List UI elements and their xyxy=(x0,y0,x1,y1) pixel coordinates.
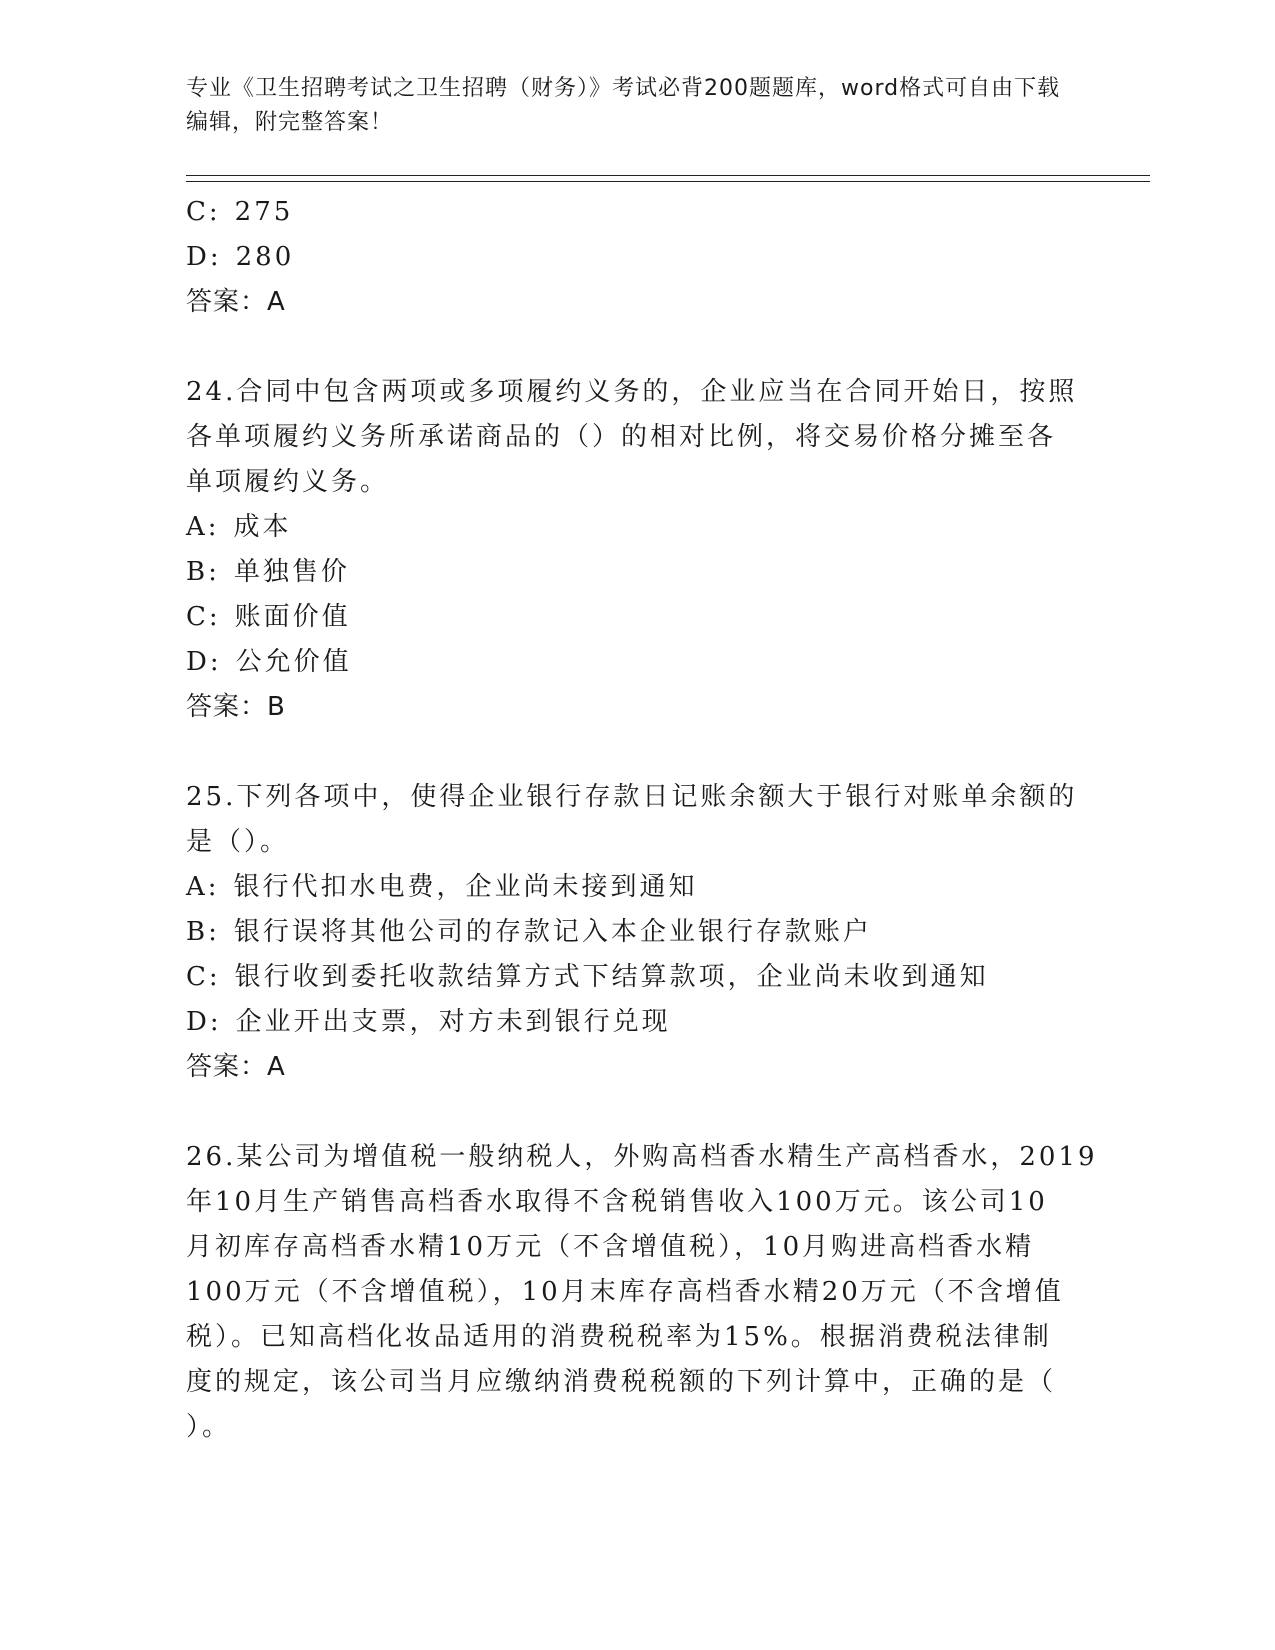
option-c xyxy=(186,595,1066,640)
option-b xyxy=(186,550,1066,595)
option-key: C: xyxy=(186,962,221,992)
document-header: 专业《卫生招聘考试之卫生招聘（财务）》考试必背200题题库，word格式可自由下载编辑，附完整答案！ xyxy=(186,76,1061,135)
question-text-line: 是（）。 xyxy=(186,827,290,857)
option-key: C: xyxy=(186,197,221,227)
question-text-line: 月初库存高档香水精10万元（不含增值税），10月购进高档香水精 xyxy=(186,1232,1035,1262)
question-list xyxy=(186,190,1098,1450)
option-key: D: xyxy=(186,647,222,677)
header-rule-bottom xyxy=(186,181,1150,182)
answer-line: 答案：A xyxy=(186,1052,286,1082)
option-d xyxy=(186,640,1066,685)
option-key: D: xyxy=(186,1007,222,1037)
option-d xyxy=(186,235,1066,280)
option-text: 银行误将其他公司的存款记入本企业银行存款账户 xyxy=(233,917,872,947)
option-key: C: xyxy=(186,602,221,632)
option-b xyxy=(186,910,1066,955)
option-text: 单独售价 xyxy=(233,557,350,587)
question-25 xyxy=(186,775,1078,1090)
option-d xyxy=(186,1000,1066,1045)
option-key: A: xyxy=(186,872,220,902)
option-key: A: xyxy=(186,512,220,542)
option-text: 企业开出支票，对方未到银行兑现 xyxy=(235,1007,671,1037)
spacer xyxy=(186,325,1066,370)
question-text-line: 税）。已知高档化妆品适用的消费税税率为15%。根据消费税法律制 xyxy=(186,1322,1052,1352)
header-rule-top xyxy=(186,175,1150,176)
question-text-line: 年10月生产销售高档香水取得不含税销售收入100万元。该公司10 xyxy=(186,1187,1048,1217)
option-key: B: xyxy=(186,557,220,587)
question-text-line: 26.某公司为增值税一般纳税人，外购高档香水精生产高档香水，2019 xyxy=(186,1142,1098,1172)
spacer xyxy=(186,1090,1066,1135)
question-text-line: 24.合同中包含两项或多项履约义务的，企业应当在合同开始日，按照 xyxy=(186,377,1078,407)
answer-line: 答案：B xyxy=(186,692,286,722)
question-23-tail xyxy=(186,190,1066,325)
option-text: 成本 xyxy=(233,512,292,542)
option-c xyxy=(186,190,1066,235)
question-text-line: ）。 xyxy=(186,1412,232,1442)
option-text: 公允价值 xyxy=(235,647,352,677)
option-text: 银行收到委托收款结算方式下结算款项，企业尚未收到通知 xyxy=(234,962,989,992)
option-a xyxy=(186,865,1066,910)
option-text: 银行代扣水电费，企业尚未接到通知 xyxy=(233,872,698,902)
answer-line: 答案：A xyxy=(186,287,286,317)
option-a xyxy=(186,505,1066,550)
question-text-line: 度的规定，该公司当月应缴纳消费税税额的下列计算中，正确的是（ xyxy=(186,1367,1057,1397)
question-text-line: 100万元（不含增值税），10月末库存高档香水精20万元（不含增值 xyxy=(186,1277,1064,1307)
option-text: 账面价值 xyxy=(234,602,351,632)
spacer xyxy=(186,730,1066,775)
question-24 xyxy=(186,370,1078,730)
question-text-line: 单项履约义务。 xyxy=(186,467,390,497)
question-text-line: 25.下列各项中，使得企业银行存款日记账余额大于银行对账单余额的 xyxy=(186,782,1078,812)
option-text: 275 xyxy=(234,197,294,227)
question-text-line: 各单项履约义务所承诺商品的（）的相对比例，将交易价格分摊至各 xyxy=(186,422,1057,452)
option-key: D: xyxy=(186,242,222,272)
option-text: 280 xyxy=(235,242,295,272)
option-c xyxy=(186,955,1066,1000)
question-26 xyxy=(186,1135,1098,1450)
option-key: B: xyxy=(186,917,220,947)
